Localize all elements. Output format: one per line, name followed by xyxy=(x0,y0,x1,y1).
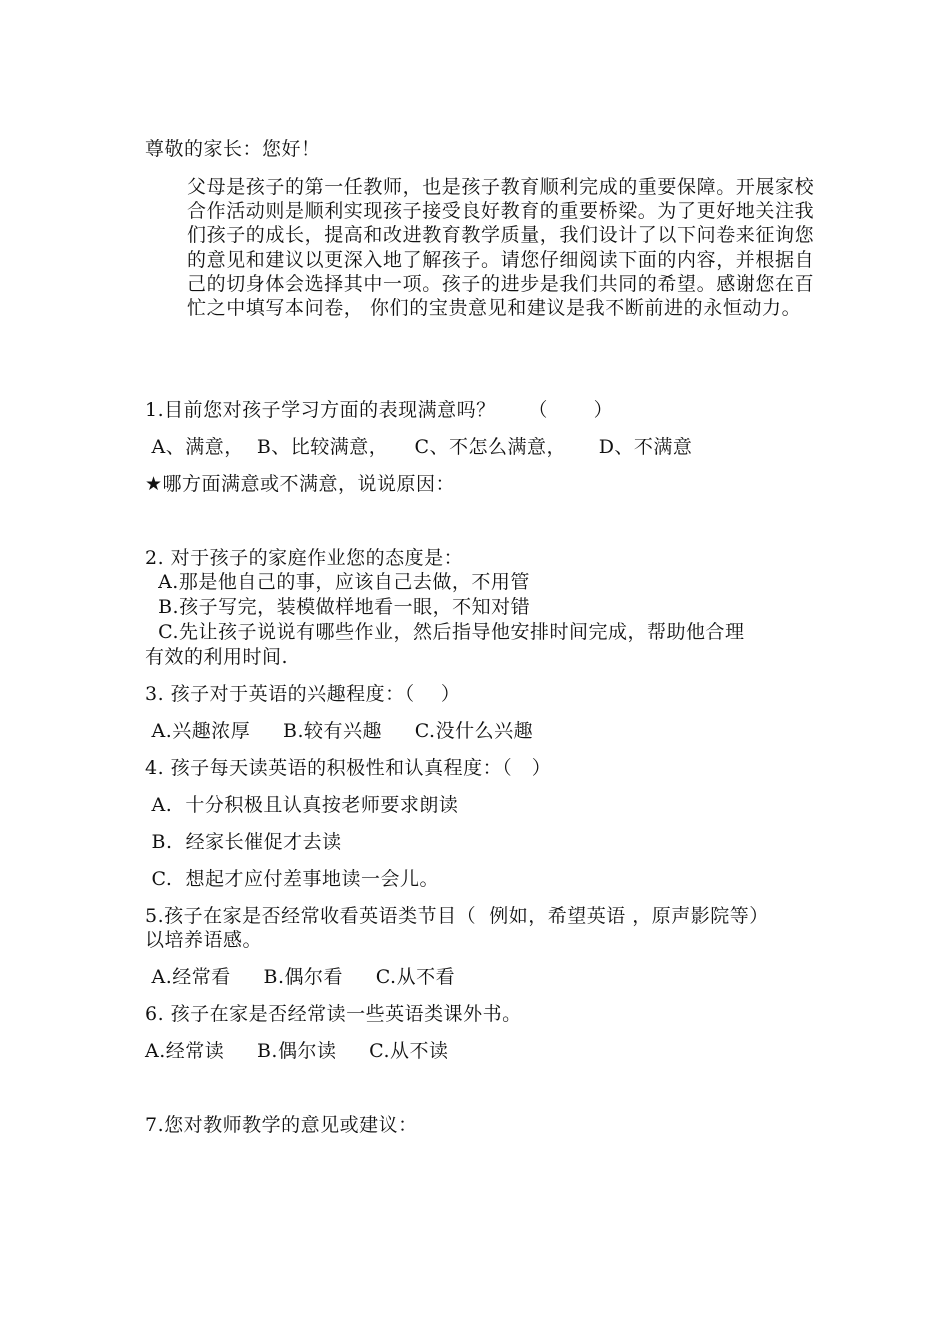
greeting: 尊敬的家长：您好！ xyxy=(145,138,321,160)
q4-question: 4. 孩子每天读英语的积极性和认真程度：（ ） xyxy=(145,757,552,779)
q1-followup-text: 哪方面满意或不满意，说说原因： xyxy=(162,473,456,495)
intro-text: 父母是孩子的第一任教师，也是孩子教育顺利完成的重要保障。开展家校合作活动则是顺利实现孩子接受良好教育的重要桥梁。为了更好地关注我们孩子的成长，提高和改进教育教学质量，我们设计了以下问卷来征询您的意见和建议以更深入地了解孩子。请您仔细阅读下面的内容，并根据自己的切身体会选择其中一项。孩子的进步是我们共同的希望。感谢您在百忙之中填写本问卷， 你们的宝贵意见和建议是我不断前进的永恒动力。 xyxy=(187,176,815,320)
q2-option-a: A.那是他自己的事，应该自己去做，不用管 xyxy=(145,571,530,593)
q1-options: A、满意， B、比较满意， C、不怎么满意， D、不满意 xyxy=(145,436,693,458)
q2-question: 2. 对于孩子的家庭作业您的态度是： xyxy=(145,547,464,569)
q6-question: 6. 孩子在家是否经常读一些英语类课外书。 xyxy=(145,1003,522,1025)
star-icon: ★ xyxy=(145,473,163,495)
q3-options: A.兴趣浓厚 B.较有兴趣 C.没什么兴趣 xyxy=(145,720,534,742)
q2-option-c-line1: C.先让孩子说说有哪些作业，然后指导他安排时间完成，帮助他合理 xyxy=(145,621,745,643)
intro-paragraph xyxy=(145,175,815,320)
q1-question: 1.目前您对孩子学习方面的表现满意吗？ （ ） xyxy=(145,399,614,421)
q7-question: 7.您对教师教学的意见或建议： xyxy=(145,1114,418,1136)
q5-question-line1: 5.孩子在家是否经常收看英语类节目（ 例如，希望英语 ，原声影院等） xyxy=(145,905,769,927)
q6-options: A.经常读 B.偶尔读 C.从不读 xyxy=(145,1040,449,1062)
q4-option-a: A. 十分积极且认真按老师要求朗读 xyxy=(145,794,459,816)
q2-option-b: B.孩子写完，装模做样地看一眼，不知对错 xyxy=(145,596,531,618)
q1-followup xyxy=(145,472,455,496)
q4-option-b: B. 经家长催促才去读 xyxy=(145,831,342,853)
q2-option-c-line2: 有效的利用时间. xyxy=(145,646,289,668)
q4-option-c: C. 想起才应付差事地读一会儿。 xyxy=(145,868,440,890)
q5-question-line2: 以培养语感。 xyxy=(145,929,263,951)
q3-question: 3. 孩子对于英语的兴趣程度：（ ） xyxy=(145,683,461,705)
q5-options: A.经常看 B.偶尔看 C.从不看 xyxy=(145,966,456,988)
